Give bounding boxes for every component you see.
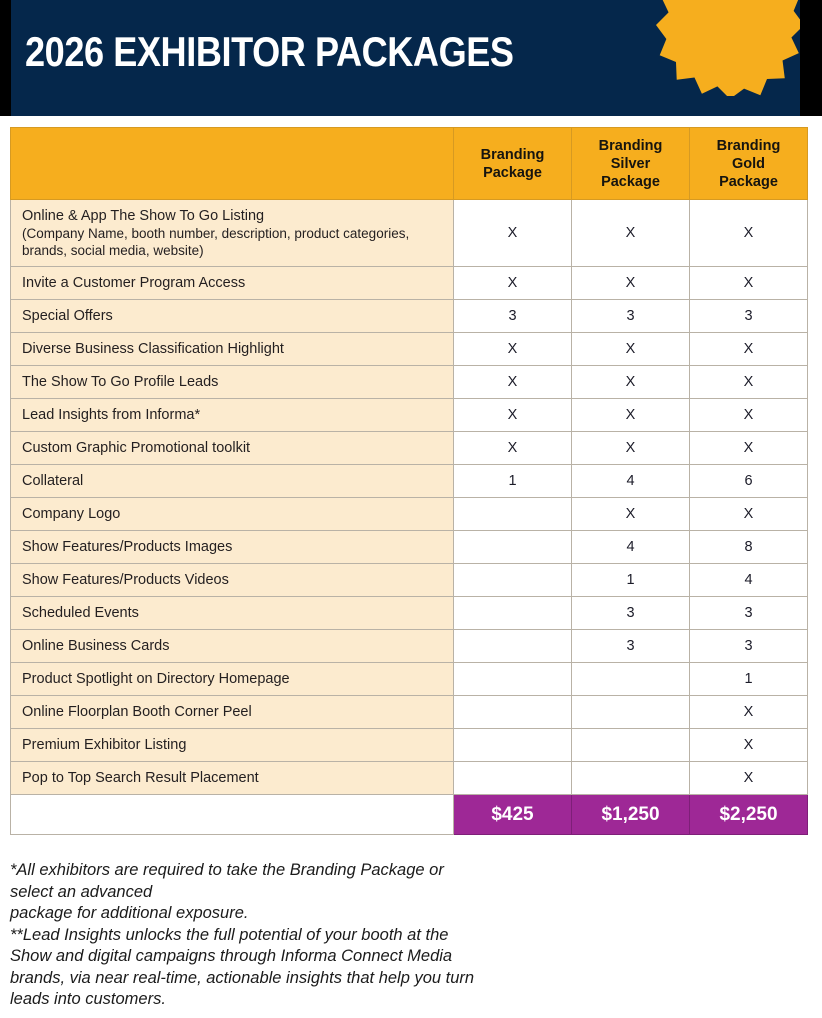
value-silver: 4 (572, 531, 690, 564)
price-row-blank-cell (11, 795, 454, 835)
table-row (11, 663, 808, 696)
table-row (11, 432, 808, 465)
value-silver (572, 663, 690, 696)
value-branding: X (454, 432, 572, 465)
value-gold: X (690, 366, 808, 399)
value-branding: X (454, 333, 572, 366)
table-row (11, 366, 808, 399)
footnotes (10, 860, 610, 1011)
starburst-badge-icon (656, 0, 800, 96)
footnote-line-4: **Lead Insights unlocks the full potential of your booth at the (10, 925, 449, 944)
value-branding: X (454, 200, 572, 267)
value-branding (454, 597, 572, 630)
column-header-line3: Package (601, 173, 660, 190)
value-gold: 3 (690, 300, 808, 333)
value-gold: X (690, 200, 808, 267)
column-header-branding-gold-package (690, 128, 808, 200)
value-gold: X (690, 498, 808, 531)
value-branding: X (454, 267, 572, 300)
value-gold: 1 (690, 663, 808, 696)
value-branding (454, 564, 572, 597)
value-gold: X (690, 762, 808, 795)
table-row (11, 399, 808, 432)
header-right-edge-strip (800, 0, 822, 116)
value-branding: 1 (454, 465, 572, 498)
value-branding (454, 729, 572, 762)
page-title: 2026 EXHIBITOR PACKAGES (25, 28, 514, 75)
column-header-feature (11, 128, 454, 200)
value-branding (454, 531, 572, 564)
table-header (11, 128, 808, 200)
value-gold: X (690, 432, 808, 465)
value-silver: 3 (572, 630, 690, 663)
table-row (11, 267, 808, 300)
feature-label: Collateral (11, 465, 454, 498)
table-row (11, 465, 808, 498)
price-row (11, 795, 808, 835)
feature-label: Show Features/Products Images (11, 531, 454, 564)
feature-title: Online & App The Show To Go Listing (22, 207, 265, 224)
table-row (11, 300, 808, 333)
value-gold: X (690, 333, 808, 366)
table-body (11, 200, 808, 835)
value-gold: 8 (690, 531, 808, 564)
value-branding: X (454, 366, 572, 399)
value-silver: X (572, 432, 690, 465)
value-silver: 4 (572, 465, 690, 498)
feature-label: Company Logo (11, 498, 454, 531)
value-silver: X (572, 267, 690, 300)
column-header-branding-silver-package (572, 128, 690, 200)
price-branding-silver-package: $1,250 (572, 795, 690, 835)
value-silver: X (572, 200, 690, 267)
feature-subtitle: (Company Name, booth number, description, product categories, brands, social media, website) (22, 225, 410, 258)
column-header-line1: Branding (480, 146, 545, 163)
value-silver: X (572, 333, 690, 366)
feature-label: The Show To Go Profile Leads (11, 366, 454, 399)
column-header-line3: Package (719, 173, 778, 190)
column-header-line1: Branding (598, 137, 663, 154)
price-branding-package: $425 (454, 795, 572, 835)
table-row (11, 564, 808, 597)
value-silver: 3 (572, 597, 690, 630)
value-branding (454, 630, 572, 663)
value-silver (572, 696, 690, 729)
table-row (11, 762, 808, 795)
feature-label: Special Offers (11, 300, 454, 333)
footnote-line-5: Show and digital campaigns through Informa Connect Media (10, 947, 453, 965)
footnote-line-2: select an advanced (10, 882, 153, 901)
value-silver: 3 (572, 300, 690, 333)
value-branding: X (454, 399, 572, 432)
header-left-edge-strip (0, 0, 11, 116)
value-silver: X (572, 366, 690, 399)
footnote-line-7: leads into customers. (10, 990, 166, 1008)
feature-label: Lead Insights from Informa* (11, 399, 454, 432)
header-banner (11, 0, 800, 116)
feature-label: Invite a Customer Program Access (11, 267, 454, 300)
column-header-line2: Silver (610, 155, 651, 172)
feature-label: Scheduled Events (11, 597, 454, 630)
feature-label: Custom Graphic Promotional toolkit (11, 432, 454, 465)
value-branding: 3 (454, 300, 572, 333)
value-gold: 3 (690, 597, 808, 630)
price-branding-gold-package: $2,250 (690, 795, 808, 835)
footnote-line-3: package for additional exposure. (10, 904, 249, 922)
footnote-line-1: *All exhibitors are required to take the Branding Package or (10, 861, 444, 879)
table-header-row (11, 128, 808, 200)
table-row (11, 597, 808, 630)
value-silver (572, 729, 690, 762)
value-branding (454, 762, 572, 795)
table-row (11, 200, 808, 267)
feature-label: Pop to Top Search Result Placement (11, 762, 454, 795)
table-row (11, 696, 808, 729)
value-silver: X (572, 498, 690, 531)
value-branding (454, 696, 572, 729)
value-gold: X (690, 729, 808, 762)
value-gold: X (690, 399, 808, 432)
value-gold: 6 (690, 465, 808, 498)
feature-label: Product Spotlight on Directory Homepage (11, 663, 454, 696)
feature-label: Premium Exhibitor Listing (11, 729, 454, 762)
value-branding (454, 663, 572, 696)
value-gold: 4 (690, 564, 808, 597)
column-header-line1: Branding (716, 137, 781, 154)
value-gold: X (690, 696, 808, 729)
feature-label: Online Business Cards (11, 630, 454, 663)
column-header-branding-package (454, 128, 572, 200)
footnote-line-6: brands, via near real-time, actionable insights that help you turn (10, 968, 475, 987)
value-gold: X (690, 267, 808, 300)
feature-label: Online Floorplan Booth Corner Peel (11, 696, 454, 729)
value-silver: X (572, 399, 690, 432)
table-row (11, 729, 808, 762)
exhibitor-packages-table (10, 127, 808, 835)
table-row (11, 498, 808, 531)
table-row (11, 531, 808, 564)
column-header-line2: Package (483, 164, 542, 181)
value-gold: 3 (690, 630, 808, 663)
table-row (11, 333, 808, 366)
column-header-line2: Gold (731, 155, 766, 172)
feature-label (11, 200, 454, 267)
table-row (11, 630, 808, 663)
value-branding (454, 498, 572, 531)
value-silver: 1 (572, 564, 690, 597)
feature-label: Show Features/Products Videos (11, 564, 454, 597)
feature-label: Diverse Business Classification Highlight (11, 333, 454, 366)
value-silver (572, 762, 690, 795)
